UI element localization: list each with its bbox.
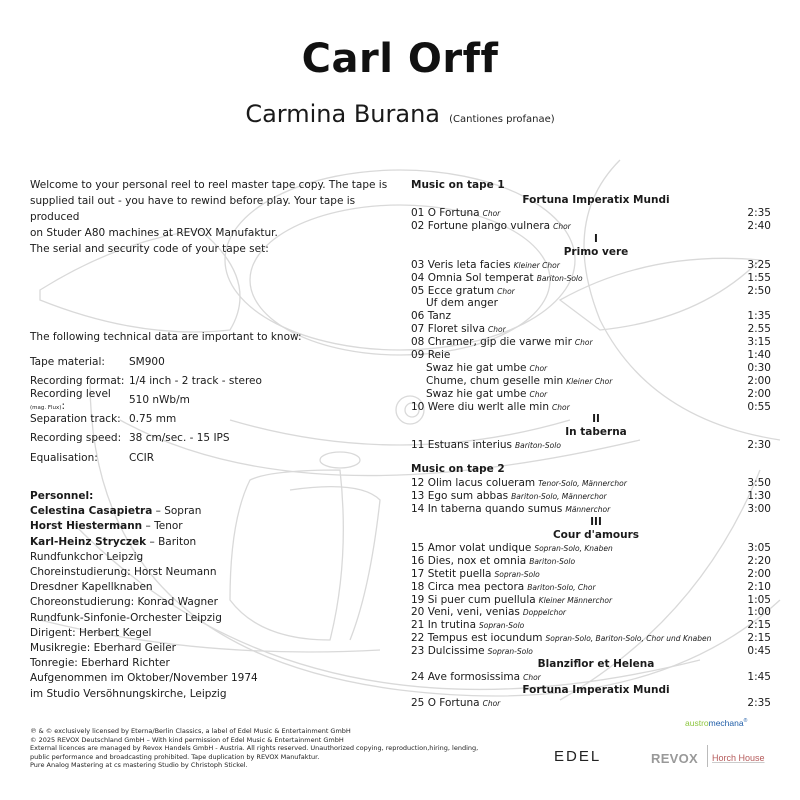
section-heading: Blanziflor et Helena — [537, 658, 655, 671]
track-duration: 2:15 — [747, 632, 771, 645]
track-title: 21 In trutina — [411, 619, 476, 632]
track-duration: 2:00 — [747, 374, 771, 387]
track-duration: 1:55 — [747, 271, 771, 284]
track-duration: 2:10 — [747, 580, 771, 593]
track-title: 20 Veni, veni, venias — [411, 606, 520, 619]
personnel-line: Dresdner Kapellknaben — [30, 581, 153, 594]
track-row — [411, 336, 771, 349]
tape-1-heading: Music on tape 1 — [411, 179, 505, 191]
track-duration: 2:15 — [747, 619, 771, 632]
track-title: 09 Reie — [411, 349, 451, 362]
track-performers: Sopran-Solo — [479, 621, 525, 631]
soloist-name: Karl-Heinz Stryczek — [30, 535, 147, 548]
track-performers: Chor — [482, 209, 501, 218]
track-title: 07 Floret silva — [411, 323, 486, 336]
tech-label: Recording speed: — [30, 432, 122, 445]
track-performers: Chor — [553, 221, 571, 231]
tech-value: 1/4 inch - 2 track - stereo — [129, 374, 262, 387]
track-row — [411, 581, 771, 594]
tech-value: SM900 — [129, 355, 165, 368]
track-row — [411, 285, 771, 298]
soloist: Horst Hiestermann – Tenor — [30, 520, 183, 533]
track-performers: Bariton-Solo, Männerchor — [511, 492, 607, 502]
track-duration: 1:35 — [747, 310, 771, 323]
track-duration: 2.55 — [747, 323, 771, 336]
personnel-line: Rundfunkchor Leipzig — [30, 550, 144, 563]
track-title: 04 Omnia Sol temperat — [411, 271, 534, 284]
track-title: Swaz hie gat umbe — [426, 387, 527, 400]
track-duration: 3:00 — [747, 503, 771, 516]
registered-mark: ® — [743, 718, 748, 725]
tech-label: Equalisation: — [30, 451, 98, 464]
intro-line: The serial and security code of your tape set: — [30, 243, 269, 255]
section-heading: Fortuna Imperatix Mundi — [522, 194, 670, 206]
track-duration: 2:35 — [747, 207, 771, 219]
track-title: Chume, chum geselle min — [426, 374, 564, 387]
section-heading: In taberna — [565, 426, 627, 439]
track-title: 01 O Fortuna — [411, 207, 480, 219]
austromechana-logo — [685, 718, 747, 728]
technical-data-table — [30, 352, 262, 467]
tech-row — [30, 448, 262, 467]
personnel-line: Choreonstudierung: Konrad Wagner — [30, 596, 218, 609]
track-duration: 2:50 — [747, 284, 771, 297]
track-duration: 1:45 — [747, 671, 771, 684]
track-duration: 1:05 — [747, 593, 771, 606]
edel-logo: EDEL — [554, 748, 602, 765]
track-title: 22 Tempus est iocundum — [411, 632, 543, 645]
track-duration: 2:00 — [747, 567, 771, 580]
track-performers: Chor — [488, 325, 506, 335]
track-performers: Bariton-Solo — [514, 441, 561, 451]
footer-line: Pure Analog Mastering at cs mastering Studio by Christoph Stickel. — [30, 761, 248, 770]
track-row — [411, 401, 771, 414]
tech-label-colon: : — [61, 399, 65, 412]
track-title: 12 Olim lacus colueram — [411, 477, 536, 490]
personnel-line: Aufgenommen im Oktober/November 1974 — [30, 672, 258, 685]
track-row — [411, 375, 771, 388]
track-performers: Chor — [552, 402, 570, 412]
track-row — [411, 619, 771, 632]
track-title: 11 Estuans interius — [411, 439, 512, 452]
track-performers: Bariton-Solo — [536, 273, 583, 283]
track-title: 23 Dulcissime — [411, 645, 485, 658]
track-row — [411, 207, 771, 220]
horch-house-logo: Horch House — [712, 753, 765, 763]
track-performers: Bariton-Solo — [529, 556, 576, 566]
section-heading: Primo vere — [563, 245, 629, 258]
tech-value: 510 nWb/m — [129, 393, 190, 406]
track-performers: Sopran-Solo, Bariton-Solo, Chor und Knaben — [545, 634, 712, 644]
section-heading: Cour d'amours — [552, 529, 640, 542]
tech-value: 0.75 mm — [129, 413, 177, 426]
intro-line: on Studer A80 machines at REVOX Manufaktur. — [30, 227, 278, 239]
track-performers: Doppelchor — [522, 608, 566, 618]
track-performers: Chor — [497, 286, 515, 296]
track-duration: 0:45 — [747, 645, 771, 658]
footer-line: © 2025 REVOX Deutschland GmbH – With kind permission of Edel Music & Entertainment GmbH — [30, 735, 344, 744]
track-duration: 3:25 — [747, 258, 771, 271]
track-performers: Kleiner Männerchor — [538, 595, 613, 605]
track-row — [411, 671, 771, 684]
tech-value: 38 cm/sec. - 15 IPS — [129, 432, 230, 445]
track-row — [411, 503, 771, 516]
track-row — [411, 259, 771, 272]
tech-row — [30, 352, 262, 371]
personnel-line: Musikregie: Eberhard Geiler — [30, 642, 176, 655]
track-row — [411, 323, 771, 336]
personnel-line: Dirigent: Herbert Kegel — [30, 626, 152, 639]
track-row — [411, 362, 771, 375]
tech-label-text: Recording level — [30, 387, 111, 400]
track-performers: Männerchor — [565, 505, 611, 515]
soloist-name: Horst Hiestermann — [30, 520, 143, 533]
personnel-line: Tonregie: Eberhard Richter — [30, 657, 170, 670]
track-title: 17 Stetit puella — [411, 567, 492, 580]
personnel-heading: Personnel: — [30, 490, 94, 502]
track-title: 19 Si puer cum puellula — [411, 593, 536, 606]
track-title: 05 Ecce gratum — [411, 284, 495, 297]
track-row — [411, 388, 771, 401]
tech-label: Separation track: — [30, 413, 121, 426]
track-row — [411, 439, 771, 452]
track-performers: Tenor-Solo, Männerchor — [538, 479, 627, 489]
track-title: 24 Ave formosissima — [411, 671, 521, 684]
logo-divider — [707, 745, 708, 767]
track-duration: 1:30 — [747, 490, 771, 503]
track-title: 18 Circa mea pectora — [411, 580, 525, 593]
track-duration: 2:40 — [747, 219, 771, 232]
logo-text: mechana — [708, 718, 744, 728]
track-duration: 2:30 — [747, 439, 771, 452]
track-row — [411, 594, 771, 607]
track-performers: Sopran-Solo — [494, 569, 540, 579]
track-performers: Chor — [523, 673, 541, 683]
track-duration: 0:30 — [747, 361, 771, 374]
intro-line: Welcome to your personal reel to reel master tape copy. The tape is — [30, 179, 388, 191]
soloist-role: Bariton — [158, 535, 197, 548]
track-performers: Chor — [482, 698, 501, 708]
track-row — [411, 220, 771, 233]
track-title: Swaz hie gat umbe — [426, 361, 527, 374]
track-title: 06 Tanz — [411, 310, 451, 323]
track-duration: 3:15 — [747, 336, 771, 349]
track-duration: 1:40 — [747, 349, 771, 362]
soloist: Celestina Casapietra – Sopran — [30, 505, 202, 518]
track-row — [411, 272, 771, 285]
track-row — [411, 632, 771, 645]
track-performers: Sopran-Solo — [487, 647, 533, 657]
revox-logo: REVOX — [651, 751, 699, 766]
work-title — [0, 100, 800, 128]
track-duration: 2:35 — [747, 696, 771, 709]
soloist-role: Sopran — [164, 505, 202, 518]
track-title: 13 Ego sum abbas — [411, 490, 509, 503]
track-row — [411, 490, 771, 503]
track-title: 16 Dies, nox et omnia — [411, 554, 527, 567]
track-title: 10 Were diu werlt alle min — [411, 400, 549, 413]
personnel-line: Choreinstudierung: Horst Neumann — [30, 566, 217, 579]
footer-line: External licences are managed by Revox Handels GmbH - Austria. All rights reserved. Unauthorized copying, reproduction,hiring, lending, — [30, 744, 479, 753]
track-duration: 2:00 — [747, 387, 771, 400]
track-row — [411, 542, 771, 555]
tech-row — [30, 410, 262, 429]
tape-2-heading: Music on tape 2 — [411, 463, 505, 476]
tech-label: Tape material: — [30, 355, 105, 368]
track-row — [411, 477, 771, 490]
track-duration: 1:00 — [747, 606, 771, 619]
track-performers: Kleiner Chor — [566, 376, 613, 386]
track-duration: 0:55 — [747, 400, 771, 413]
logo-text: austro — [685, 718, 709, 728]
tech-label-note: (mag. Flux) — [30, 404, 62, 411]
track-title: 08 Chramer, gip die varwe mir — [411, 336, 572, 349]
track-duration: 2:20 — [747, 554, 771, 567]
work-subtitle: (Cantiones profanae) — [449, 114, 555, 125]
section-heading: Fortuna Imperatix Mundi — [522, 683, 670, 696]
track-row — [411, 697, 771, 710]
track-row — [411, 568, 771, 581]
section-number: I — [594, 232, 598, 245]
footer-line: ℗ & © exclusively licensed by Eterna/Berlin Classics, a label of Edel Music & Entertainment GmbH — [30, 727, 351, 735]
tech-label — [30, 388, 129, 412]
intro-text — [30, 177, 400, 257]
track-duration: 3:05 — [747, 542, 771, 555]
track-title: 02 Fortune plango vulnera — [411, 219, 551, 232]
intro-line: supplied tail out - you have to rewind before play. Your tape is produced — [30, 195, 356, 223]
tech-value: CCIR — [129, 451, 155, 464]
soloist-role: Tenor — [154, 520, 183, 533]
copyright-footer — [30, 727, 520, 770]
footer-line: public performance and broadcasting prohibited. Tape duplication by REVOX Manufaktur. — [30, 752, 320, 761]
track-duration: 3:50 — [747, 477, 771, 490]
soloist: Karl-Heinz Stryczek – Bariton — [30, 535, 197, 548]
track-row — [411, 349, 771, 362]
track-performers: Bariton-Solo, Chor — [527, 582, 596, 592]
soloist-name: Celestina Casapietra — [30, 505, 153, 518]
work-name: Carmina Burana — [245, 100, 440, 128]
track-row — [411, 555, 771, 568]
tech-row — [30, 429, 262, 448]
tech-label: Recording format: — [30, 374, 125, 387]
personnel-line: im Studio Versöhnungskirche, Leipzig — [30, 687, 227, 700]
track-performers: Sopran-Solo, Knaben — [534, 544, 613, 554]
composer-title: Carl Orff — [301, 36, 499, 82]
track-title: 15 Amor volat undique — [411, 542, 532, 555]
track-title: 14 In taberna quando sumus — [411, 503, 563, 516]
personnel-line: Rundfunk-Sinfonie-Orchester Leipzig — [30, 611, 222, 624]
track-title: 25 O Fortuna — [411, 696, 480, 709]
track-row — [411, 606, 771, 619]
section-number: II — [592, 413, 600, 426]
technical-heading: The following technical data are important to know: — [30, 331, 302, 343]
track-performers: Kleiner Chor — [513, 260, 560, 270]
track-title: Uf dem anger — [426, 297, 498, 310]
track-row — [411, 297, 771, 310]
track-row — [411, 645, 771, 658]
personnel-section — [30, 489, 258, 702]
tech-row — [30, 387, 262, 412]
track-listing — [411, 177, 771, 710]
track-performers: Chor — [529, 363, 548, 373]
section-number: III — [590, 516, 602, 529]
track-title: 03 Veris leta facies — [411, 258, 511, 271]
track-performers: Chor — [529, 389, 548, 399]
track-row — [411, 310, 771, 323]
track-performers: Chor — [574, 338, 593, 348]
